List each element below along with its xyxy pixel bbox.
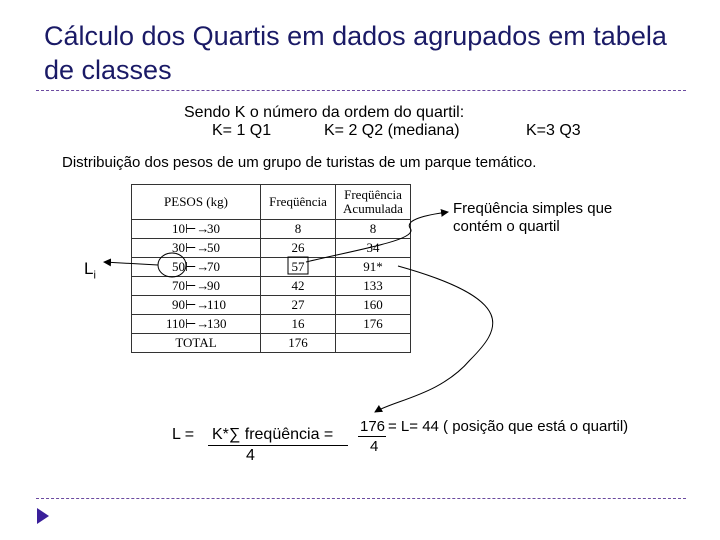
ordem-k2: K= 2 Q2 (mediana) (324, 122, 460, 139)
class-arrow-icon: ⊢→ (185, 240, 210, 255)
frequency-cell: 27 (261, 296, 336, 315)
class-lower: 70 (172, 278, 185, 293)
formula-lhs: L = (172, 426, 195, 443)
frequency-cell: 42 (261, 277, 336, 296)
li-arrow (104, 262, 158, 265)
header-frequencia-acumulada: Freqüência Acumulada (336, 185, 411, 220)
class-arrow-icon: ⊢→ (185, 259, 210, 274)
cumulative-cell: 160 (336, 296, 411, 315)
class-upper: 130 (207, 316, 227, 331)
cumulative-formula-arrow (375, 266, 493, 412)
frequency-note: Freqüência simples que contém o quartil (453, 200, 613, 235)
formula-value-denominator: 4 (370, 438, 379, 455)
class-upper: 90 (207, 278, 220, 293)
formula-value-numerator: 176 (360, 418, 386, 435)
class-arrow-icon: ⊢→ (185, 316, 210, 331)
cumulative-cell-highlighted: 91* (336, 258, 411, 277)
play-triangle-icon (36, 507, 50, 525)
class-lower: 110 (165, 316, 185, 331)
li-subscript: i (93, 269, 96, 282)
slide-title: Cálculo dos Quartis em dados agrupados em tabela de classes (44, 21, 667, 85)
ordem-intro: Sendo K o número da ordem do quartil: (184, 104, 465, 121)
formula-result: = L= 44 ( posição que está o quartil) (388, 418, 629, 435)
class-upper: 30 (207, 221, 220, 236)
class-upper: 110 (207, 297, 227, 312)
bottom-divider (36, 498, 686, 499)
lower-limit-highlight-circle (158, 253, 186, 277)
cumulative-cell: 34 (336, 239, 411, 258)
li-label (84, 259, 96, 281)
ordem-k1: K= 1 Q1 (212, 122, 272, 139)
distribution-caption: Distribuição dos pesos de um grupo de turistas de um parque temático. (62, 154, 537, 171)
class-upper: 50 (207, 240, 220, 255)
cumulative-cell: 176 (336, 315, 411, 334)
frequency-cell: 8 (261, 220, 336, 239)
frequency-highlight-box (288, 257, 308, 274)
class-arrow-icon: ⊢→ (185, 297, 210, 312)
formula-numerator: K*∑ freqüência = (212, 426, 334, 443)
class-upper: 70 (207, 259, 220, 274)
class-lower: 50 (172, 259, 185, 274)
frequency-cell: 26 (261, 239, 336, 258)
formula-denominator: 4 (246, 447, 255, 464)
class-arrow-icon: ⊢→ (185, 221, 210, 236)
formula-value-fraction-bar (358, 436, 386, 437)
header-pesos: PESOS (kg) (132, 185, 261, 220)
class-lower: 30 (172, 240, 185, 255)
frequency-cell: 16 (261, 315, 336, 334)
frequency-cell-highlighted: 57 (261, 258, 336, 277)
header-frequencia: Freqüência (261, 185, 336, 220)
class-arrow-icon: ⊢→ (185, 278, 210, 293)
formula-fraction-bar (208, 445, 348, 446)
frequency-note-arrow (306, 212, 448, 262)
li-letter: L (84, 259, 94, 278)
class-lower: 10 (172, 221, 185, 236)
cumulative-cell: 8 (336, 220, 411, 239)
total-label: TOTAL (132, 334, 261, 353)
ordem-k3: K=3 Q3 (526, 122, 581, 139)
class-lower: 90 (172, 297, 185, 312)
total-value: 176 (261, 334, 336, 353)
cumulative-cell: 133 (336, 277, 411, 296)
